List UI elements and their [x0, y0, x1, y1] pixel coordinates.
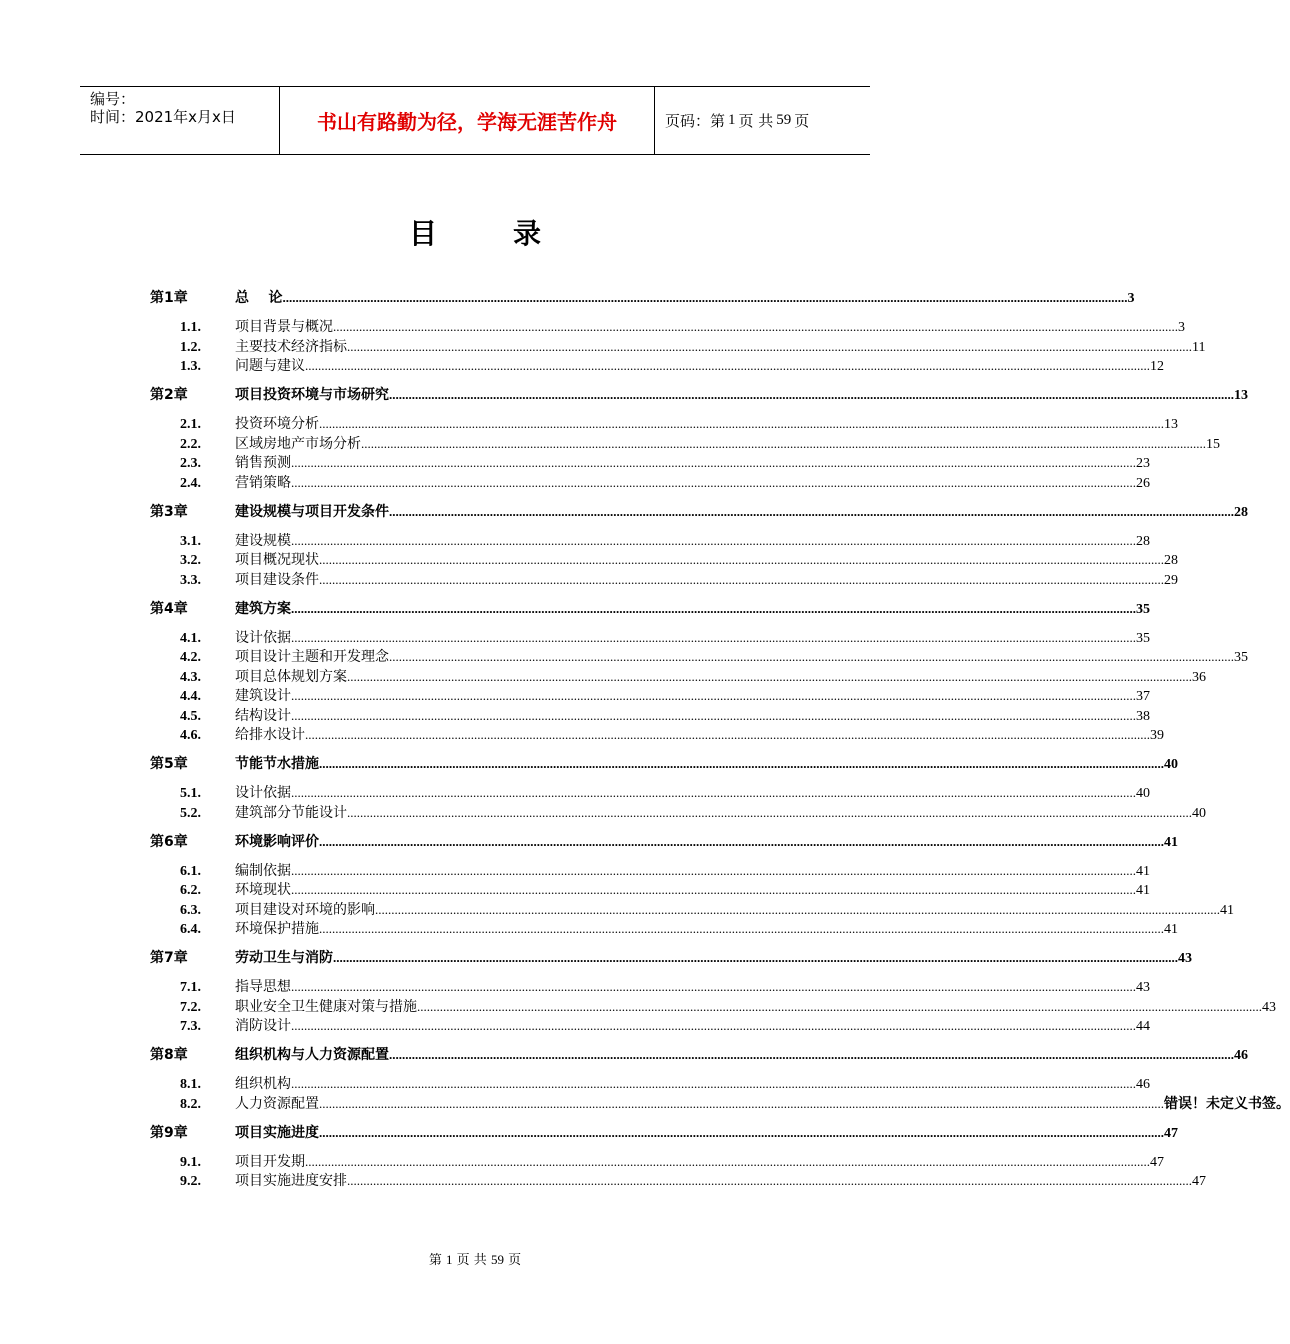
toc-leader-dots: .................................................................................................................................................................................................................................................................... — [417, 998, 1262, 1014]
toc-entry-page: 44 — [1136, 1019, 1150, 1034]
toc-section-entry[interactable] — [150, 569, 1178, 589]
toc-entry-page: 37 — [1136, 689, 1150, 704]
toc-leader-dots: .................................................................................................................................................................................................................................................................... — [375, 901, 1220, 917]
toc-entry-number: 4.2. — [180, 650, 201, 665]
toc-entry-page: 41 — [1164, 922, 1178, 937]
toc-leader-dots: .................................................................................................................................................................................................................................................................... — [291, 688, 1136, 703]
header-page-cell — [655, 87, 870, 154]
toc-title-char-1: 目 — [408, 217, 437, 250]
toc-entry-page: 47 — [1150, 1154, 1164, 1170]
toc-entry-number: 6.4. — [180, 922, 201, 937]
toc-entry-page: 41 — [1136, 883, 1150, 898]
toc-entry-title: 组织机构与人力资源配置 — [235, 1047, 389, 1063]
toc-entry-number: 7.1. — [180, 980, 201, 995]
toc-chapter-entry[interactable] — [150, 753, 1178, 773]
toc-entry-number: 6.1. — [180, 863, 201, 879]
toc-leader-dots: .................................................................................................................................................................................................................................................................... — [361, 435, 1206, 451]
toc-leader-dots: .................................................................................................................................................................................................................................................................... — [291, 785, 1136, 800]
toc-leader-dots: .................................................................................................................................................................................................................................................................... — [319, 416, 1164, 431]
toc-section-entry[interactable] — [150, 860, 1150, 880]
toc-entry-title: 建筑部分节能设计 — [235, 804, 347, 821]
toc-section-entry[interactable] — [150, 646, 1248, 666]
toc-leader-dots: .................................................................................................................................................................................................................................................................... — [389, 387, 1234, 402]
toc-leader-dots: .................................................................................................................................................................................................................................................................... — [282, 290, 1128, 305]
toc-entry-number: 第6章 — [150, 833, 188, 850]
toc-entry-page: 13 — [1234, 388, 1248, 403]
toc-leader-dots: .................................................................................................................................................................................................................................................................... — [319, 571, 1164, 587]
toc-entry-title: 环境保护措施 — [235, 921, 319, 937]
toc-leader-dots: .................................................................................................................................................................................................................................................................... — [319, 1095, 1164, 1111]
toc-entry-title: 项目总体规划方案 — [235, 668, 347, 685]
toc-entry-number: 2.3. — [180, 456, 201, 471]
toc-chapter-entry[interactable] — [150, 598, 1150, 618]
toc-chapter-entry[interactable] — [150, 1122, 1178, 1142]
toc-section-entry[interactable] — [150, 879, 1150, 899]
toc-leader-dots: .................................................................................................................................................................................................................................................................... — [291, 474, 1136, 490]
toc-leader-dots: .................................................................................................................................................................................................................................................................... — [347, 668, 1192, 684]
toc-entry-page: 15 — [1206, 436, 1220, 452]
toc-section-entry[interactable] — [150, 1151, 1164, 1171]
toc-entry-number: 6.2. — [180, 883, 201, 898]
footer-prefix: 第 — [428, 1253, 442, 1268]
toc-entry-page: 41 — [1164, 834, 1178, 850]
toc-entry-page: 28 — [1164, 553, 1178, 568]
toc-entry-page: 41 — [1220, 902, 1234, 918]
toc-entry-title: 编制依据 — [235, 862, 291, 879]
toc-section-entry[interactable] — [150, 1073, 1150, 1093]
toc-entry-number: 2.2. — [180, 436, 201, 452]
toc-leader-dots: .................................................................................................................................................................................................................................................................... — [347, 804, 1192, 820]
toc-entry-page: 41 — [1136, 863, 1150, 879]
toc-entry-page: 40 — [1164, 757, 1178, 772]
toc-entry-page: 39 — [1150, 728, 1164, 743]
toc-entry-title: 环境现状 — [235, 882, 291, 898]
toc-entry-number: 3.3. — [180, 572, 201, 588]
toc-entry-number: 第1章 — [150, 290, 188, 306]
toc-entry-title: 营销策略 — [235, 474, 291, 491]
toc-section-entry[interactable] — [150, 685, 1150, 705]
toc-entry-page: 26 — [1136, 475, 1150, 491]
page-footer — [0, 1249, 950, 1268]
toc-leader-dots: .................................................................................................................................................................................................................................................................... — [347, 338, 1192, 354]
toc-entry-number: 4.4. — [180, 689, 201, 704]
toc-entry-page: 12 — [1150, 359, 1164, 374]
toc-section-entry[interactable] — [150, 433, 1220, 453]
toc-entry-page: 错误！未定义书签。 — [1164, 1095, 1290, 1112]
toc-entry-number: 第9章 — [150, 1124, 188, 1141]
page-mid: 页 共 — [738, 112, 774, 130]
toc-chapter-entry[interactable] — [150, 831, 1178, 851]
toc-leader-dots: .................................................................................................................................................................................................................................................................... — [291, 1076, 1136, 1091]
toc-entry-page: 43 — [1136, 980, 1150, 995]
toc-entry-page: 40 — [1192, 805, 1206, 821]
toc-leader-dots: .................................................................................................................................................................................................................................................................... — [291, 532, 1136, 548]
toc-leader-dots: .................................................................................................................................................................................................................................................................... — [291, 455, 1136, 470]
toc-chapter-entry[interactable] — [150, 287, 1135, 307]
time-label: 时间：2021年x月x日 — [90, 108, 236, 126]
toc-entry-title: 结构设计 — [235, 707, 291, 724]
toc-section-entry[interactable] — [150, 336, 1206, 356]
toc-entry-title: 劳动卫生与消防 — [235, 950, 333, 966]
toc-entry-title: 人力资源配置 — [235, 1095, 319, 1112]
toc-entry-title: 区域房地产市场分析 — [235, 435, 361, 452]
toc-entry-title: 建筑设计 — [235, 688, 291, 704]
toc-leader-dots: .................................................................................................................................................................................................................................................................... — [291, 707, 1136, 723]
toc-leader-dots: .................................................................................................................................................................................................................................................................... — [319, 921, 1164, 936]
toc-entry-page: 29 — [1164, 572, 1178, 588]
toc-leader-dots: .................................................................................................................................................................................................................................................................... — [319, 833, 1164, 849]
toc-leader-dots: .................................................................................................................................................................................................................................................................... — [319, 552, 1164, 567]
toc-entry-page: 3 — [1178, 320, 1185, 335]
toc-section-entry[interactable] — [150, 549, 1178, 569]
toc-entry-page: 46 — [1136, 1077, 1150, 1092]
toc-entry-page: 3 — [1127, 291, 1135, 306]
toc-section-entry[interactable] — [150, 627, 1150, 647]
toc-leader-dots: .................................................................................................................................................................................................................................................................... — [291, 629, 1136, 645]
toc-entry-number: 3.1. — [180, 533, 201, 549]
toc-section-entry[interactable] — [150, 472, 1150, 492]
toc-entry-page: 35 — [1136, 630, 1150, 646]
toc-entry-number: 4.3. — [180, 669, 201, 685]
toc-section-entry[interactable] — [150, 802, 1206, 822]
toc-entry-title: 主要技术经济指标 — [235, 338, 347, 355]
footer-suffix: 页 — [508, 1253, 522, 1268]
toc-leader-dots: .................................................................................................................................................................................................................................................................... — [347, 1173, 1192, 1188]
toc-leader-dots: .................................................................................................................................................................................................................................................................... — [291, 600, 1136, 616]
toc-entry-title: 设计依据 — [235, 629, 291, 646]
page-prefix: 页码：第 — [665, 112, 726, 130]
toc-entry-page: 23 — [1136, 456, 1150, 471]
toc-entry-number: 5.2. — [180, 805, 201, 821]
toc-leader-dots: .................................................................................................................................................................................................................................................................... — [389, 649, 1234, 664]
toc-entry-title: 项目建设条件 — [235, 571, 319, 588]
toc-title — [0, 212, 950, 252]
toc-entry-title: 给排水设计 — [235, 727, 305, 743]
toc-entry-title: 项目概况现状 — [235, 552, 319, 568]
toc-leader-dots: .................................................................................................................................................................................................................................................................... — [333, 950, 1178, 965]
toc-entry-number: 2.1. — [180, 417, 201, 432]
toc-leader-dots: .................................................................................................................................................................................................................................................................... — [305, 1153, 1150, 1169]
toc-entry-page: 38 — [1136, 708, 1150, 724]
toc-entry-title: 消防设计 — [235, 1018, 291, 1034]
toc-entry-title: 总 论 — [235, 290, 283, 306]
footer-page-number: 1 — [446, 1252, 453, 1267]
toc-entry-number: 2.4. — [180, 475, 201, 491]
toc-entry-page: 35 — [1136, 601, 1150, 617]
toc-entry-number: 4.6. — [180, 728, 201, 743]
toc-entry-title: 投资环境分析 — [235, 416, 319, 432]
toc-section-entry[interactable] — [150, 666, 1206, 686]
toc-leader-dots: .................................................................................................................................................................................................................................................................... — [305, 358, 1150, 373]
toc-section-entry[interactable] — [150, 1170, 1206, 1190]
toc-entry-title: 项目背景与概况 — [235, 319, 333, 335]
toc-entry-number: 3.2. — [180, 553, 201, 568]
toc-entry-title: 组织机构 — [235, 1076, 291, 1092]
toc-chapter-entry[interactable] — [150, 1044, 1248, 1064]
toc-section-entry[interactable] — [150, 530, 1150, 550]
toc-entry-title: 建设规模 — [235, 532, 291, 549]
toc-entry-title: 建设规模与项目开发条件 — [235, 503, 389, 520]
toc-entry-number: 4.5. — [180, 708, 201, 724]
toc-leader-dots: .................................................................................................................................................................................................................................................................... — [305, 727, 1150, 742]
toc-entry-title: 职业安全卫生健康对策与措施 — [235, 998, 417, 1015]
toc-title-char-2: 录 — [513, 217, 542, 250]
header-info-cell — [80, 87, 280, 154]
toc-entry-page: 46 — [1234, 1048, 1248, 1063]
toc-entry-title: 项目投资环境与市场研究 — [235, 387, 389, 403]
toc-entry-page: 11 — [1192, 339, 1206, 355]
page-total: 59 — [776, 112, 792, 128]
toc-entry-number: 1.3. — [180, 359, 201, 374]
toc-chapter-entry[interactable] — [150, 384, 1248, 404]
toc-entry-page: 35 — [1234, 650, 1248, 665]
toc-section-entry[interactable] — [150, 1093, 1290, 1113]
toc-entry-title: 项目实施进度 — [235, 1124, 319, 1141]
toc-entry-number: 1.1. — [180, 320, 201, 335]
toc-entry-number: 7.2. — [180, 999, 201, 1015]
toc-entry-number: 4.1. — [180, 630, 201, 646]
toc-entry-number: 第5章 — [150, 756, 188, 772]
toc-entry-number: 第7章 — [150, 950, 188, 966]
toc-section-entry[interactable] — [150, 782, 1150, 802]
toc-entry-page: 28 — [1234, 504, 1248, 520]
footer-mid: 页 共 — [456, 1253, 487, 1268]
toc-leader-dots: .................................................................................................................................................................................................................................................................... — [291, 1018, 1136, 1033]
toc-section-entry[interactable] — [150, 413, 1178, 433]
toc-section-entry[interactable] — [150, 452, 1150, 472]
toc-entry-page: 43 — [1178, 951, 1192, 966]
toc-leader-dots: .................................................................................................................................................................................................................................................................... — [333, 319, 1178, 334]
toc-chapter-entry[interactable] — [150, 947, 1192, 967]
toc-entry-page: 28 — [1136, 533, 1150, 549]
toc-entry-title: 项目设计主题和开发理念 — [235, 649, 389, 665]
toc-section-entry[interactable] — [150, 355, 1164, 375]
document-header — [80, 86, 870, 155]
toc-entry-title: 项目建设对环境的影响 — [235, 901, 375, 918]
footer-page-total: 59 — [490, 1252, 504, 1267]
toc-entry-title: 指导思想 — [235, 979, 291, 995]
toc-entry-number: 1.2. — [180, 339, 201, 355]
toc-leader-dots: .................................................................................................................................................................................................................................................................... — [291, 979, 1136, 994]
toc-entry-page: 47 — [1192, 1174, 1206, 1189]
toc-entry-title: 节能节水措施 — [235, 756, 319, 772]
toc-entry-number: 6.3. — [180, 902, 201, 918]
toc-leader-dots: .................................................................................................................................................................................................................................................................... — [319, 756, 1164, 771]
toc-entry-number: 第2章 — [150, 387, 188, 403]
page-suffix: 页 — [794, 112, 810, 130]
toc-entry-page: 43 — [1262, 999, 1276, 1015]
toc-entry-number: 8.2. — [180, 1096, 201, 1112]
toc-entry-title: 建筑方案 — [235, 600, 291, 617]
serial-label: 编号： — [90, 90, 136, 108]
toc-section-entry[interactable] — [150, 918, 1178, 938]
toc-entry-number: 7.3. — [180, 1019, 201, 1034]
toc-entry-number: 9.2. — [180, 1174, 201, 1189]
toc-section-entry[interactable] — [150, 976, 1150, 996]
toc-leader-dots: .................................................................................................................................................................................................................................................................... — [319, 1124, 1164, 1140]
toc-entry-number: 第4章 — [150, 600, 188, 617]
toc-entry-page: 47 — [1164, 1125, 1178, 1141]
toc-section-entry[interactable] — [150, 316, 1185, 336]
page-number: 1 — [728, 112, 736, 128]
toc-entry-title: 环境影响评价 — [235, 833, 319, 850]
toc-entry-number: 9.1. — [180, 1154, 201, 1170]
toc-section-entry[interactable] — [150, 724, 1164, 744]
toc-entry-page: 13 — [1164, 417, 1178, 432]
toc-entry-number: 8.1. — [180, 1077, 201, 1092]
toc-entry-title: 销售预测 — [235, 455, 291, 471]
toc-section-entry[interactable] — [150, 1015, 1150, 1035]
toc-leader-dots: .................................................................................................................................................................................................................................................................... — [389, 503, 1234, 519]
toc-section-entry[interactable] — [150, 705, 1150, 725]
toc-section-entry[interactable] — [150, 899, 1234, 919]
toc-entry-title: 设计依据 — [235, 785, 291, 801]
toc-section-entry[interactable] — [150, 996, 1276, 1016]
toc-entry-number: 5.1. — [180, 786, 201, 801]
toc-entry-number: 第3章 — [150, 503, 188, 520]
toc-chapter-entry[interactable] — [150, 501, 1248, 521]
header-motto: 书山有路勤为径，学海无涯苦作舟 — [280, 87, 655, 154]
toc-leader-dots: .................................................................................................................................................................................................................................................................... — [291, 862, 1136, 878]
toc-leader-dots: .................................................................................................................................................................................................................................................................... — [291, 882, 1136, 897]
toc-entry-title: 项目开发期 — [235, 1153, 305, 1170]
toc-entry-title: 项目实施进度安排 — [235, 1173, 347, 1189]
toc-entry-page: 40 — [1136, 786, 1150, 801]
toc-entry-number: 第8章 — [150, 1047, 188, 1063]
toc-entry-title: 问题与建议 — [235, 358, 305, 374]
toc-entry-page: 36 — [1192, 669, 1206, 685]
toc-leader-dots: .................................................................................................................................................................................................................................................................... — [389, 1047, 1234, 1062]
